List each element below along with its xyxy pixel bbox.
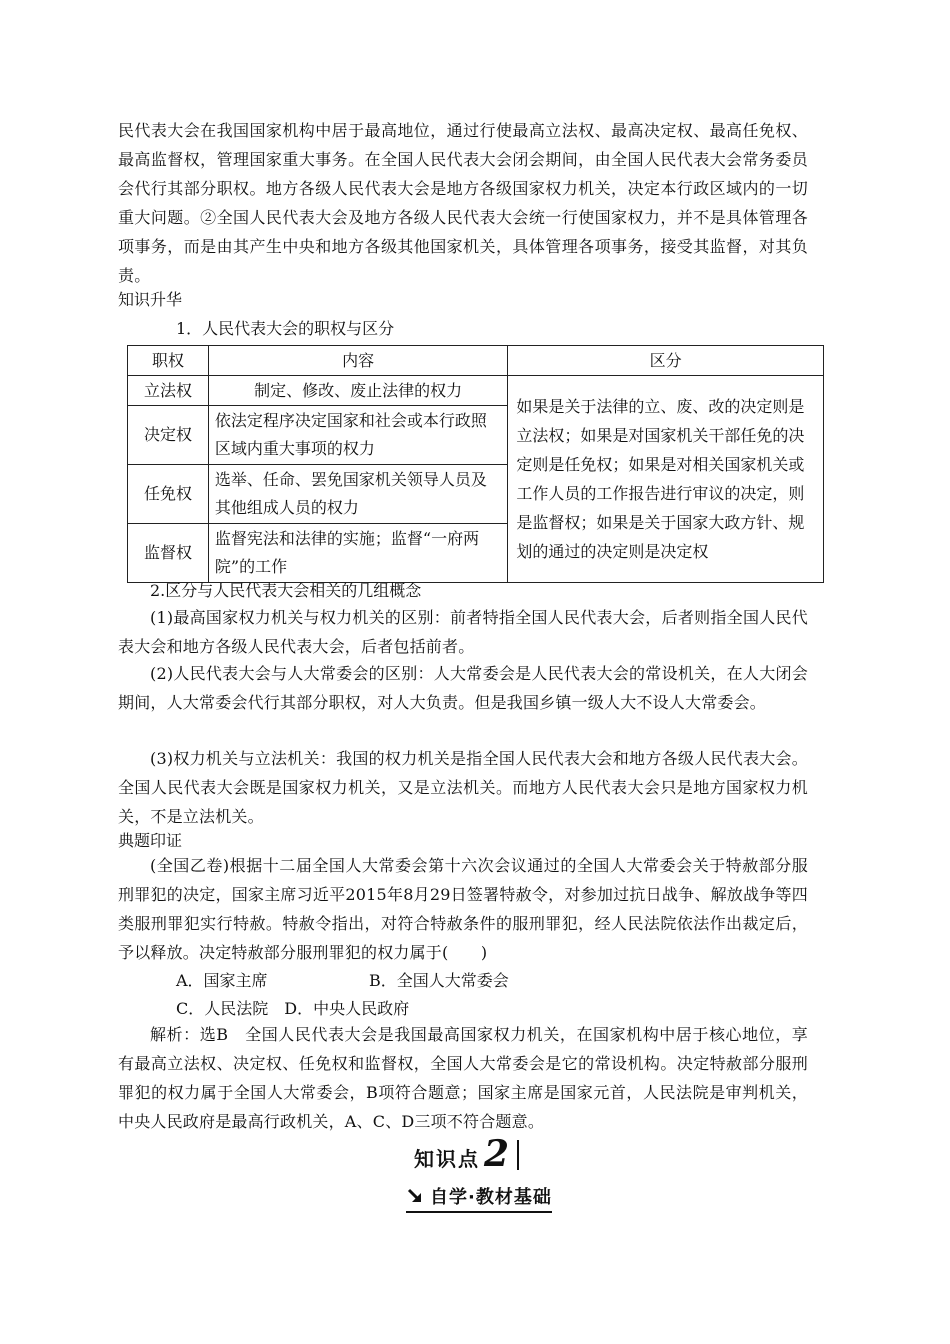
- header-distinction: 区分: [508, 346, 824, 376]
- powers-table: [127, 345, 824, 583]
- arrow-down-right-icon: [406, 1187, 424, 1205]
- content-cell: 依法定程序决定国家和社会或本行政照区域内重大事项的权力: [208, 406, 507, 465]
- section2-title: 2.区分与人民代表大会相关的几组概念: [150, 581, 422, 600]
- example-analysis: 解析：选B 全国人民代表大会是我国最高国家权力机关，在国家机构中居于核心地位，享有最高立法权、决定权、任免权和监督权，全国人大常委会是它的常设机构。决定特赦部分服刑罪犯的权力属于全国人大常委会，B项符合题意；国家主席是国家元首，人民法院是审判机关，中央人民政府是最高行政机关，A、C、D三项不符合题意。: [118, 1025, 808, 1131]
- power-cell: 立法权: [128, 376, 209, 406]
- concept-item-3: (3)权力机关与立法机关：我国的权力机关是指全国人民代表大会和地方各级人民代表大会。全国人民代表大会既是国家权力机关，又是立法机关。而地方人民代表大会只是地方国家权力机关，不是立法机关。: [118, 749, 808, 826]
- power-cell: 监督权: [128, 524, 209, 583]
- option-a: A．国家主席: [176, 971, 268, 990]
- power-cell: 决定权: [128, 406, 209, 465]
- section-label-knowledge: 知识升华: [118, 290, 183, 309]
- heading-divider: [517, 1140, 519, 1170]
- intro-paragraph: 民代表大会在我国国家机构中居于最高地位，通过行使最高立法权、最高决定权、最高任免权、最高监督权，管理国家重大事务。在全国人民代表大会闭会期间，由全国人民代表大会常务委员会代行其部分职权。地方各级人民代表大会是地方各级国家权力机关，决定本行政区域内的一切重大问题。②全国人民代表大会及地方各级人民代表大会统一行使国家权力，并不是具体管理各项事务，而是由其产生中央和地方各级其他国家机关，具体管理各项事务，接受其监督，对其负责。: [118, 121, 808, 285]
- table-row: [128, 376, 824, 406]
- header-power: 职权: [128, 346, 209, 376]
- subheading-text: 自学·教材基础: [430, 1187, 552, 1208]
- table-subtitle: 1．人民代表大会的职权与区分: [176, 319, 395, 338]
- section-label-example: 典题印证: [118, 831, 183, 850]
- power-cell: 任免权: [128, 465, 209, 524]
- option-b: B．全国人大常委会: [369, 971, 509, 990]
- concept-item-1: (1)最高国家权力机关与权力机关的区别：前者特指全国人民代表大会，后者则指全国人民代表大会和地方各级人民代表大会，后者包括前者。: [118, 608, 808, 656]
- content-cell: 选举、任命、罢免国家机关领导人员及其他组成人员的权力: [208, 465, 507, 524]
- content-cell: 监督宪法和法律的实施；监督“一府两院”的工作: [208, 524, 507, 583]
- knowledge-point-label: 知识点: [414, 1147, 480, 1171]
- option-c-d: C．人民法院 D．中央人民政府: [176, 999, 410, 1018]
- table-header-row: [128, 346, 824, 376]
- concept-item-2: (2)人民代表大会与人大常委会的区别：人大常委会是人民代表大会的常设机关，在人大闭会期间，人大常委会代行其部分职权，对人大负责。但是我国乡镇一级人大不设人大常委会。: [118, 664, 808, 712]
- self-study-subheading: [406, 1183, 552, 1213]
- content-cell: 制定、修改、废止法律的权力: [208, 376, 507, 406]
- knowledge-point-number: 2: [484, 1133, 510, 1175]
- header-content: 内容: [208, 346, 507, 376]
- example-question: (全国乙卷)根据十二届全国人大常委会第十六次会议通过的全国人大常委会关于特赦部分服刑罪犯的决定，国家主席习近平2015年8月29日签署特赦令，对参加过抗日战争、解放战争等四类服刑罪犯实行特赦。特赦令指出，对符合特赦条件的服刑罪犯，经人民法院依法作出裁定后，予以释放。决定特赦部分服刑罪犯的权力属于( ): [118, 856, 808, 962]
- distinction-cell: 如果是关于法律的立、废、改的决定则是立法权；如果是对国家机关干部任免的决定则是任免权；如果是对相关国家机关或工作人员的工作报告进行审议的决定，则是监督权；如果是关于国家大政方针、规划的通过的决定则是决定权: [508, 376, 824, 583]
- knowledge-point-heading: [414, 1133, 519, 1175]
